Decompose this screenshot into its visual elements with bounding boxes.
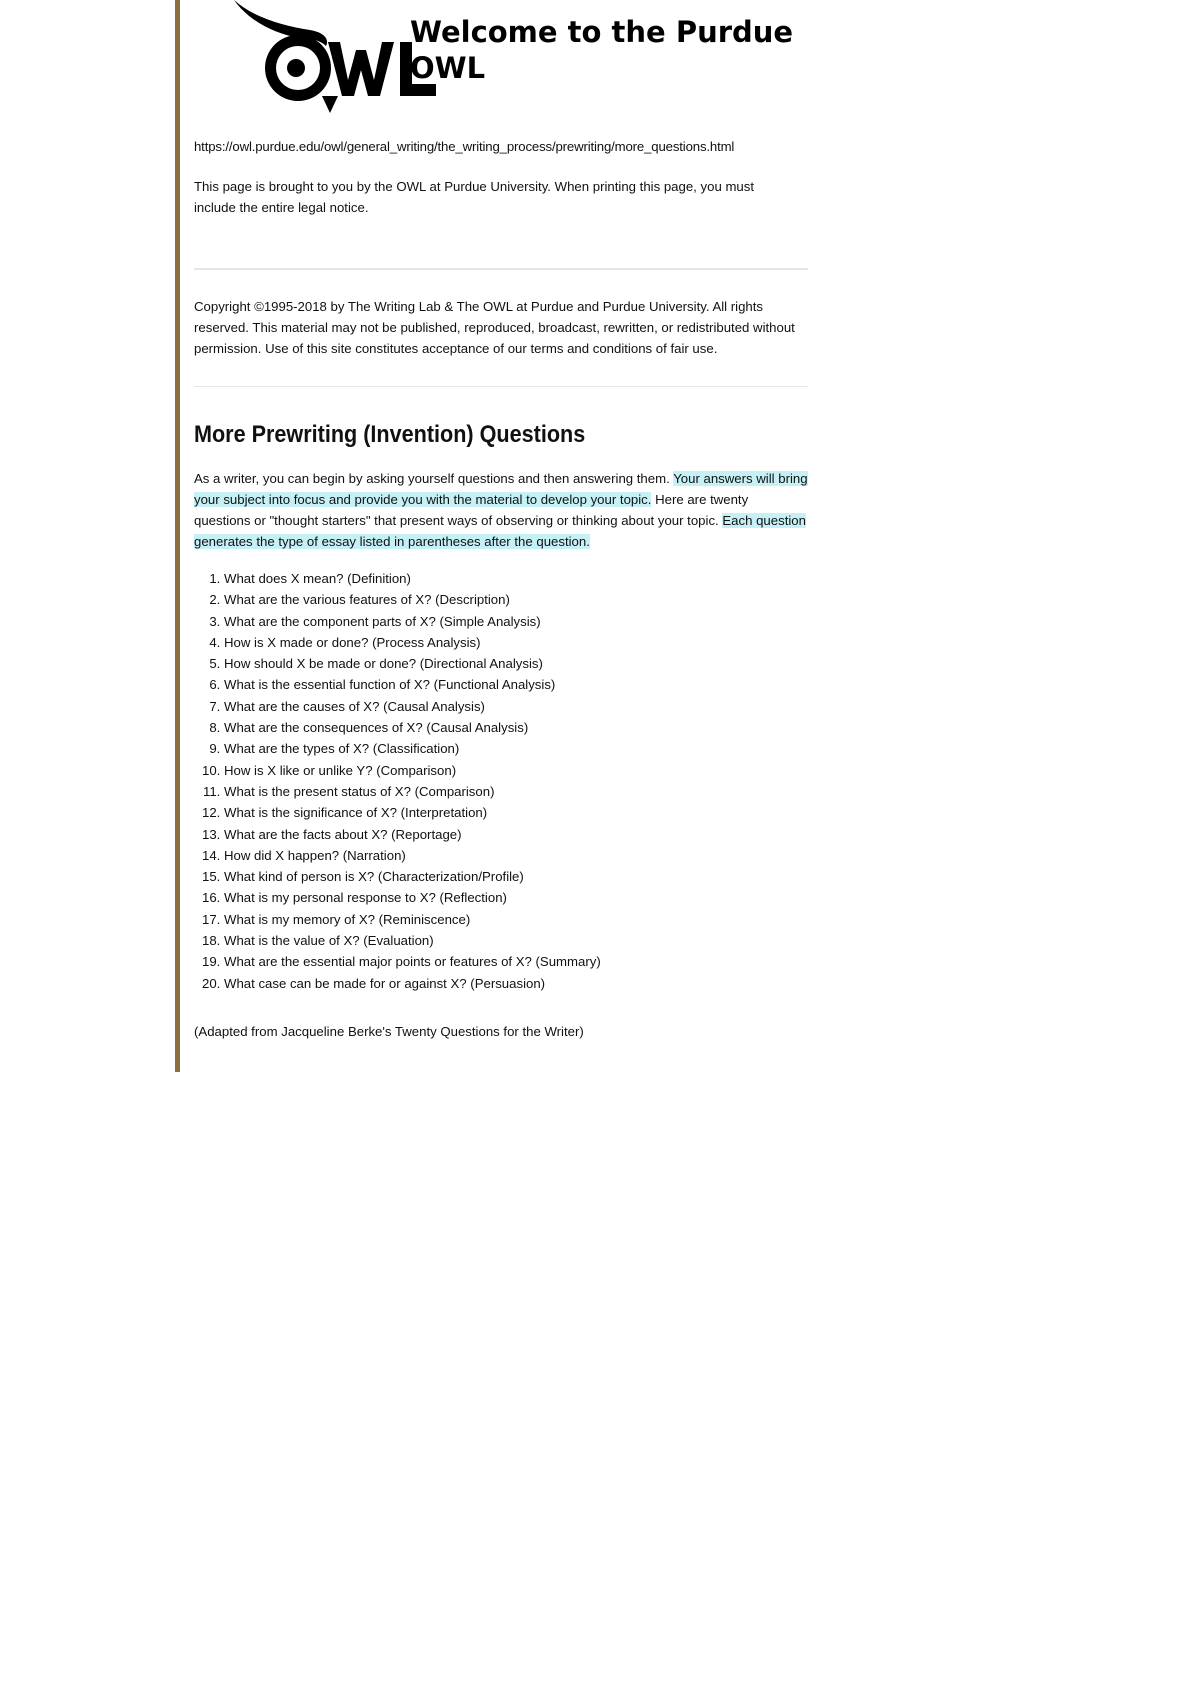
highlighted-text: Each question generates the type of essay listed in parentheses after the question.	[194, 513, 806, 549]
list-item: 5. How should X be made or done? (Directional Analysis)	[224, 653, 808, 674]
list-item: 7. What are the causes of X? (Causal Analysis)	[224, 696, 808, 717]
list-item: 19. What are the essential major points or features of X? (Summary)	[224, 951, 808, 972]
divider	[194, 386, 808, 387]
list-item: 17. What is my memory of X? (Reminiscence)	[224, 909, 808, 930]
question-list	[194, 568, 808, 994]
list-item: 20. What case can be made for or against X? (Persuasion)	[224, 973, 808, 994]
article-title: More Prewriting (Invention) Questions	[194, 421, 586, 448]
list-item: 9. What are the types of X? (Classification)	[224, 738, 808, 759]
copyright-notice: Copyright ©1995-2018 by The Writing Lab & The OWL at Purdue and Purdue University. All rights reserved. This material may not be published, reproduced, broadcast, rewritten, or redistributed without permission. Use of this site constitutes acceptance of our terms and conditions of fair use.	[194, 299, 795, 356]
list-item: 2. What are the various features of X? (Description)	[224, 589, 808, 610]
list-item: 6. What is the essential function of X? (Functional Analysis)	[224, 674, 808, 695]
legal-notice: This page is brought to you by the OWL at Purdue University. When printing this page, you must include the entire legal notice.	[194, 179, 755, 215]
owl-logo-text: OWL	[254, 96, 257, 97]
highlighted-text: Your answers will bring your subject into focus and provide you with the material to develop your topic.	[194, 471, 808, 507]
intro-paragraph	[194, 468, 808, 552]
attribution: (Adapted from Jacqueline Berke's Twenty Questions for the Writer)	[194, 1023, 584, 1039]
list-item: 15. What kind of person is X? (Characterization/Profile)	[224, 866, 808, 887]
site-title: Welcome to the Purdue OWL	[410, 15, 794, 85]
intro-text: As a writer, you can begin by asking yourself questions and then answering them.	[194, 471, 674, 486]
list-item: 13. What are the facts about X? (Reportage)	[224, 824, 808, 845]
list-item: 14. How did X happen? (Narration)	[224, 845, 808, 866]
intro-text: Here are twenty questions or "thought starters" that present ways of observing or thinking about your topic.	[194, 492, 749, 528]
list-item: 16. What is my personal response to X? (Reflection)	[224, 887, 808, 908]
page-url: https://owl.purdue.edu/owl/general_writing/the_writing_process/prewriting/more_questions.html	[194, 139, 735, 154]
list-item: 18. What is the value of X? (Evaluation)	[224, 930, 808, 951]
list-item: 4. How is X made or done? (Process Analysis)	[224, 632, 808, 653]
list-item: 1. What does X mean? (Definition)	[224, 568, 808, 589]
list-item: 3. What are the component parts of X? (Simple Analysis)	[224, 611, 808, 632]
page-header	[194, 0, 808, 120]
page-left-rule	[175, 0, 180, 1072]
print-page	[194, 0, 808, 1042]
list-item: 10. How is X like or unlike Y? (Comparison)	[224, 760, 808, 781]
divider	[194, 268, 808, 270]
list-item: 11. What is the present status of X? (Comparison)	[224, 781, 808, 802]
list-item: 8. What are the consequences of X? (Causal Analysis)	[224, 717, 808, 738]
list-item: 12. What is the significance of X? (Interpretation)	[224, 802, 808, 823]
